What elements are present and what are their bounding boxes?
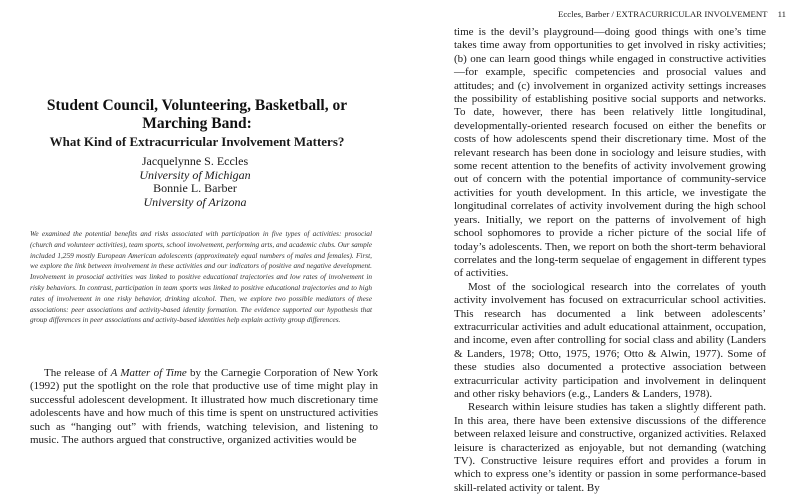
body-text-right xyxy=(454,26,766,495)
author-affiliation: University of Michigan xyxy=(139,167,251,182)
body-paragraph: Research within leisure studies has taken a slightly different path. In this area, there have been extensive discussions of the difference between relaxed leisure and constructive, organized activities. Relaxed leisure is characterized as enjoyable, but not demanding (watching TV). Constructive leisure requires effort and provides a forum in which to express one’s identity or passion in some performance-based skill-related activity or talent. By xyxy=(454,401,766,494)
article-subtitle: What Kind of Extracurricular Involvement Matters? xyxy=(49,134,345,149)
running-head xyxy=(558,8,786,20)
body-paragraph xyxy=(30,367,378,447)
left-page xyxy=(0,0,392,447)
abstract: We examined the potential benefits and risks associated with participation in five types of activities: prosocial (church and volunteer activities), team sports, school involvement, performing arts, and academic clubs. Our sample included 1,259 mostly European American adolescents (approximately equal numbers of males and females). First, we explore the link between involvement in these activities and our indicators of positive and negative development. Involvement in prosocial activities was linked to positive educational trajectories and low rates of involvement in risky behaviors. In contrast, participation in team sports was linked to positive educational trajectories and to high rates of involvement in one risky behavior, drinking alcohol. Then, we explore two possible mediators of these associations: peer associations and activity-based identity formation. The evidence supported our hypothesis that group differences in peer associations and activity-based identities help explain activity group differences. xyxy=(30,229,372,325)
article-title-block xyxy=(20,97,374,150)
body-text-left xyxy=(30,367,378,447)
body-paragraph: time is the devil’s playground—doing good things with one’s time takes time away from opportunities to get involved in risky activities; (b) one can learn good things while engaged in constructive activities—for example, specific competencies and prosocial values and attitudes; and (c) involvement in organized activity settings increases the possibility of establishing positive social supports and networks. To date, however, there has been relatively little longitudinal, developmentally-oriented research focused on either the benefits or costs of how adolescents spend their discretionary time. Most of the relevant research has been done in sociology and leisure studies, with some recent attention to the benefits of activity involvement growing out of concern with the potential importance of community-service activities for youth development. In this article, we investigate the longitudinal correlates of activity involvement during the high school years. Initially, we report on the patterns of involvement of high school sophomores to provide a richer picture of the social life of today’s adolescents. Then, we report on both the short-term behavioral correlates and the long-term sequelae of engagement in different types of activities. xyxy=(454,26,766,280)
author-list xyxy=(60,155,330,209)
body-text-prefix: The release of xyxy=(44,367,111,379)
body-paragraph: Most of the sociological research into the correlates of youth activity involvement has focused on extracurricular school activities. This research has documented a link between adolescents’ extracurricular activities and adult educational attainment, occupation, and income, even after controlling for social class and ability (Landers & Landers, 1978; Otto, 1975, 1976; Otto & Alwin, 1977). Some of these studies also documented a protective association between extracurricular activity participation and involvement in delinquent and other risky behaviors (e.g., Landers & Landers, 1978). xyxy=(454,280,766,400)
book-title: A Matter of Time xyxy=(110,367,187,379)
author-name: Bonnie L. Barber xyxy=(153,181,237,195)
running-head-text: Eccles, Barber / EXTRACURRICULAR INVOLVEMENT xyxy=(558,9,768,19)
body-text-suffix: by the Carnegie Corporation of New York (1992) put the spotlight on the role that productive use of time might play in successful adolescent development. It illustrated how much discretionary time adolescents have and how much of this time is spent on unstructured activities such as “hanging out” with friends, watching television, and listening to music. The authors argued that constructive, organized activities would be xyxy=(30,367,378,447)
right-page xyxy=(392,0,786,494)
author-affiliation: University of Arizona xyxy=(143,194,247,209)
page-number: 11 xyxy=(777,9,786,19)
article-title: Student Council, Volunteering, Basketball, or Marching Band: xyxy=(46,97,348,132)
author-name: Jacquelynne S. Eccles xyxy=(141,154,249,168)
